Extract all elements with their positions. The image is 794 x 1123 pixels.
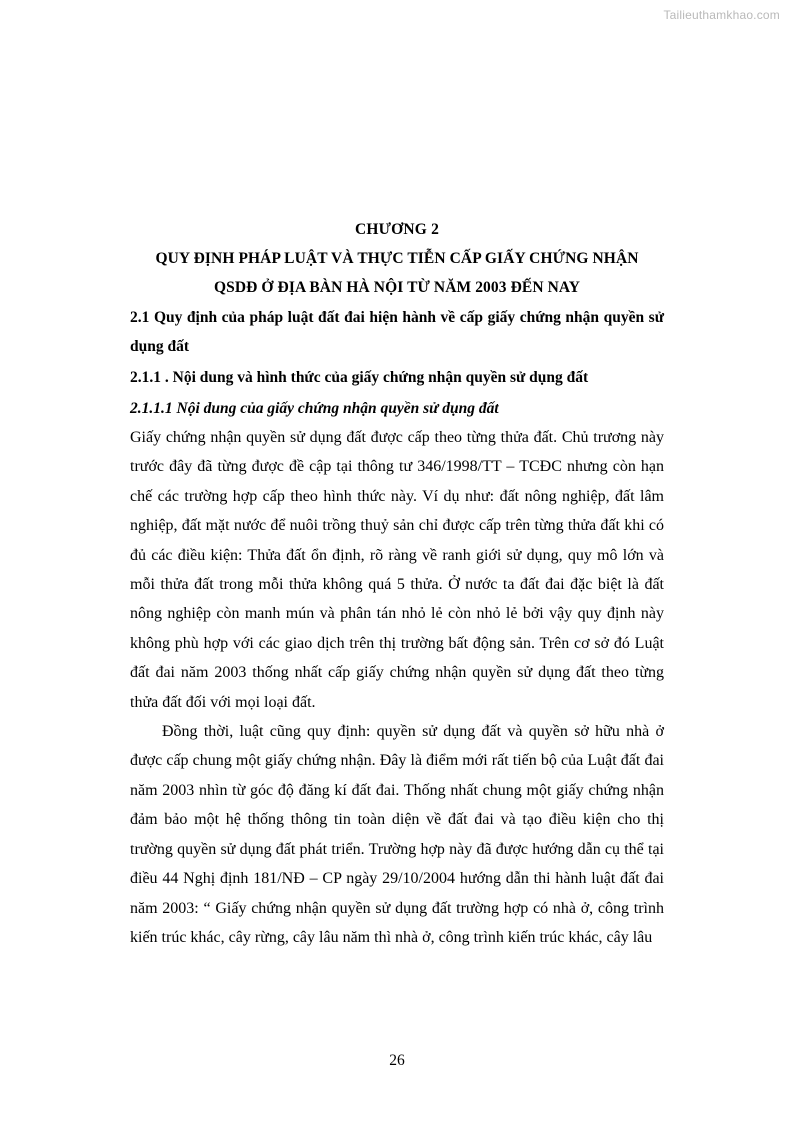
chapter-title-line-2: QSDĐ Ở ĐỊA BÀN HÀ NỘI TỪ NĂM 2003 ĐẾN NAY: [213, 279, 581, 296]
section-heading-2-1-1: 2.1.1 . Nội dung và hình thức của giấy chứng nhận quyền sử dụng đất: [130, 369, 589, 386]
section-heading-2-1-1-1: 2.1.1.1 Nội dung của giấy chứng nhận quyền sử dụng đất: [130, 400, 499, 417]
paragraph-1: Giấy chứng nhận quyền sử dụng đất được cấp theo từng thửa đất. Chủ trương này trước đây đã từng được đề cập tại thông tư 346/1998/TT – TCĐC nhưng còn hạn chế các trường hợp cấp theo hình thức này. Ví dụ như: đất nông nghiệp, đất lâm nghiệp, đất mặt nước để nuôi trồng thuỷ sản chỉ được cấp trên từng thửa đất khi có đủ các điều kiện: Thửa đất ổn định, rõ ràng về ranh giới sử dụng, quy mô lớn và mỗi thửa đất trong mỗi thửa không quá 5 thửa. Ở nước ta đất đai đặc biệt là đất nông nghiệp còn manh mún và phân tán nhỏ lẻ còn nhỏ lẻ bởi vậy quy định này không phù hợp với các giao dịch trên thị trường bất động sản. Trên cơ sở đó Luật đất đai năm 2003 thống nhất cấp giấy chứng nhận quyền sử dụng đất theo từng thửa đất đối với mọi loại đất.: [130, 429, 664, 711]
page-number: 26: [389, 1052, 405, 1069]
document-content: [130, 215, 664, 952]
chapter-label: CHƯƠNG 2: [354, 221, 440, 238]
section-heading-2-1: 2.1 Quy định của pháp luật đất đai hiện hành về cấp giấy chứng nhận quyền sử dụng đất: [130, 309, 664, 355]
watermark-text: Tailieuthamkhao.com: [663, 8, 780, 22]
chapter-title-line-1: QUY ĐỊNH PHÁP LUẬT VÀ THỰC TIỄN CẤP GIẤY CHỨNG NHẬN: [155, 250, 639, 267]
paragraph-2: Đồng thời, luật cũng quy định: quyền sử dụng đất và quyền sở hữu nhà ở được cấp chung một giấy chứng nhận. Đây là điểm mới rất tiến bộ của Luật đất đai năm 2003 nhìn từ góc độ đăng kí đất đai. Thống nhất chung một giấy chứng nhận đảm bảo một hệ thống thông tin toàn diện về đất đai và tạo điều kiện cho thị trường quyền sử dụng đất phát triển. Trường hợp này đã được hướng dẫn cụ thể tại điều 44 Nghị định 181/NĐ – CP ngày 29/10/2004 hướng dẫn thi hành luật đất đai năm 2003: “ Giấy chứng nhận quyền sử dụng đất trường hợp có nhà ở, công trình kiến trúc khác, cây rừng, cây lâu năm thì nhà ở, công trình kiến trúc khác, cây lâu: [130, 723, 664, 946]
